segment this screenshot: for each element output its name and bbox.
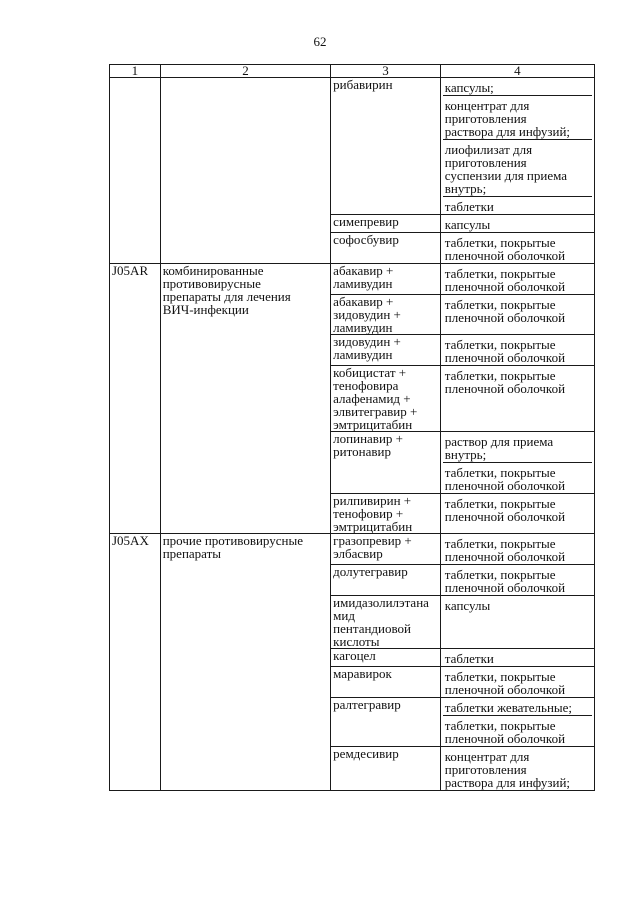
dosage-form: лиофилизат для приготовления суспензии для приема внутрь;: [443, 139, 592, 196]
dosage-forms-cell: [440, 747, 594, 791]
dosage-form: раствор для приема внутрь;: [444, 434, 554, 462]
dosage-forms-cell: [440, 366, 594, 432]
dosage-form: таблетки, покрытые пленочной оболочкой: [444, 297, 566, 325]
dosage-forms-cell: [440, 649, 594, 667]
drug-name-cell: зидовудин + ламивудин: [331, 335, 441, 366]
drug-name-cell: рилпивирин + тенофовир + эмтрицитабин: [331, 494, 441, 534]
dosage-form: таблетки, покрытые пленочной оболочкой: [444, 368, 566, 396]
table-row: [110, 78, 595, 215]
dosage-form: таблетки, покрытые пленочной оболочкой: [444, 235, 566, 263]
drug-name-cell: кобицистат + тенофовира алафенамид + элвитегравир + эмтрицитабин: [331, 366, 441, 432]
dosage-form: капсулы: [444, 598, 491, 613]
drug-name-cell: софосбувир: [331, 233, 441, 264]
dosage-form: таблетки: [444, 651, 494, 666]
dosage-forms-cell: [440, 494, 594, 534]
dosage-form: капсулы;: [444, 80, 494, 95]
page-number: 62: [313, 34, 327, 49]
dosage-forms-cell: [440, 565, 594, 596]
pharmacological-group-cell: комбинированные противовирусные препараты для лечения ВИЧ-инфекции: [160, 264, 330, 534]
drug-name-cell: гразопревир + элбасвир: [331, 534, 441, 565]
column-header-4: 4: [440, 65, 594, 78]
pharmacological-group-cell: прочие противовирусные препараты: [160, 534, 330, 791]
dosage-forms-cell: [440, 233, 594, 264]
dosage-forms-cell: [440, 215, 594, 233]
dosage-form: таблетки, покрытые пленочной оболочкой: [444, 536, 566, 564]
atc-code-cell: J05AR: [110, 264, 161, 534]
table-row: [110, 264, 595, 295]
table-row: [110, 534, 595, 565]
dosage-form: таблетки, покрытые пленочной оболочкой: [444, 337, 566, 365]
dosage-form: таблетки, покрытые пленочной оболочкой: [444, 496, 566, 524]
atc-code-cell: J05AX: [110, 534, 161, 791]
dosage-forms-cell: [440, 698, 594, 747]
dosage-forms-cell: [440, 335, 594, 366]
column-header-1: 1: [110, 65, 161, 78]
dosage-forms-cell: [440, 667, 594, 698]
table-header-row: [110, 65, 595, 78]
drug-name-cell: абакавир + ламивудин: [331, 264, 441, 295]
drug-name-cell: симепревир: [331, 215, 441, 233]
dosage-forms-cell: [440, 78, 594, 215]
medicines-table: [109, 64, 595, 791]
dosage-forms-cell: [440, 264, 594, 295]
dosage-form: таблетки, покрытые пленочной оболочкой: [443, 462, 592, 493]
dosage-form: таблетки, покрытые пленочной оболочкой: [443, 715, 592, 746]
dosage-form: таблетки, покрытые пленочной оболочкой: [444, 266, 566, 294]
dosage-form: концентрат для приготовления раствора для инфузий;: [444, 749, 571, 790]
dosage-form: таблетки: [443, 196, 592, 214]
atc-code-cell: [110, 78, 161, 264]
column-header-3: 3: [331, 65, 441, 78]
drug-name-cell: рибавирин: [331, 78, 441, 215]
dosage-forms-cell: [440, 432, 594, 494]
drug-name-cell: долутегравир: [331, 565, 441, 596]
dosage-form: таблетки, покрытые пленочной оболочкой: [444, 669, 566, 697]
drug-name-cell: кагоцел: [331, 649, 441, 667]
dosage-form: таблетки, покрытые пленочной оболочкой: [444, 567, 566, 595]
dosage-form: концентрат для приготовления раствора для инфузий;: [443, 95, 592, 139]
dosage-forms-cell: [440, 596, 594, 649]
drug-name-cell: абакавир + зидовудин + ламивудин: [331, 295, 441, 335]
pharmacological-group-cell: [160, 78, 330, 264]
drug-name-cell: маравирок: [331, 667, 441, 698]
drug-name-cell: ралтегравир: [331, 698, 441, 747]
drug-name-cell: лопинавир + ритонавир: [331, 432, 441, 494]
drug-name-cell: имидазолилэтана мид пентандиовой кислоты: [331, 596, 441, 649]
drug-name-cell: ремдесивир: [331, 747, 441, 791]
dosage-form: таблетки жевательные;: [444, 700, 573, 715]
dosage-forms-cell: [440, 295, 594, 335]
dosage-form: капсулы: [444, 217, 491, 232]
dosage-forms-cell: [440, 534, 594, 565]
column-header-2: 2: [160, 65, 330, 78]
